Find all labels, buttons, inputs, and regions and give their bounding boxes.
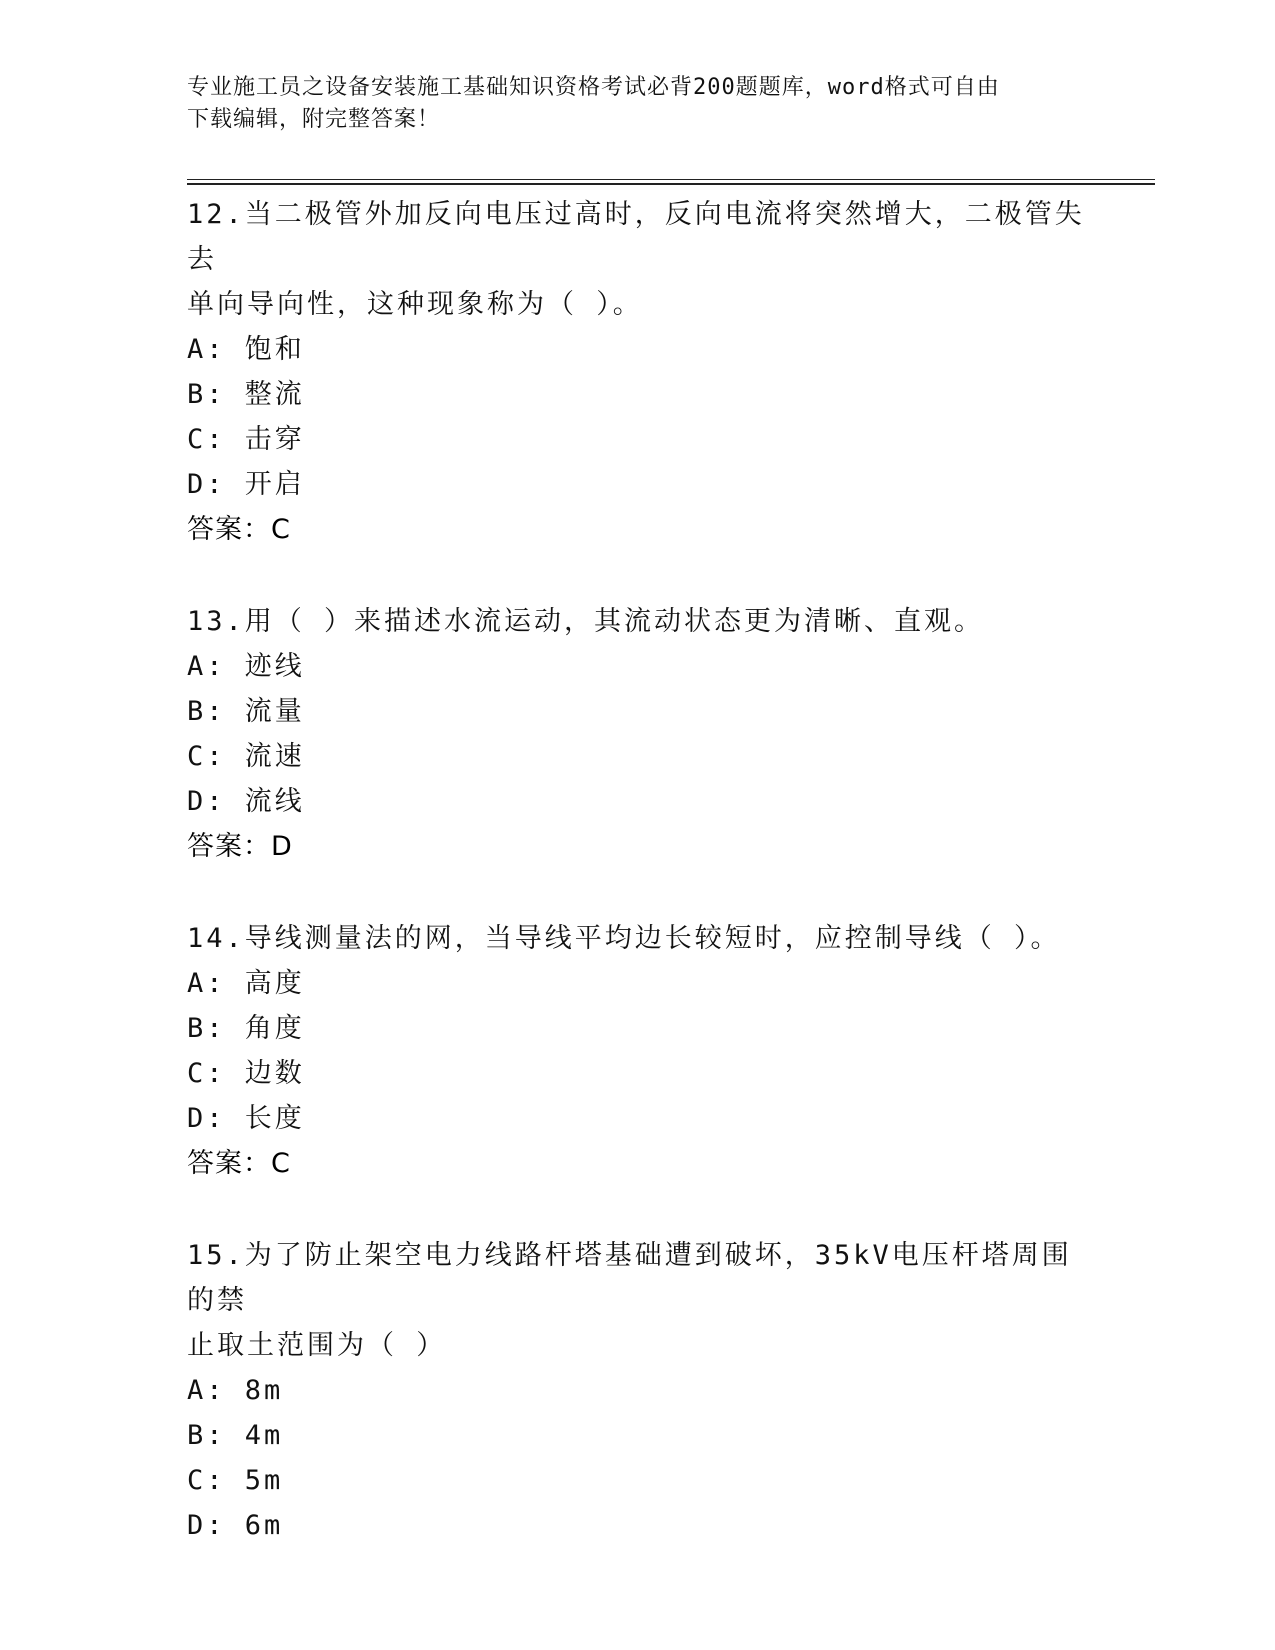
option-a: A: 高度 [187,968,305,999]
question-stem-line: 单向导向性，这种现象称为（ ）。 [187,289,643,320]
header-divider-thick [187,183,1155,185]
question-13 [187,599,1087,869]
option-a: A: 迹线 [187,651,305,682]
option-b: B: 整流 [187,379,305,410]
answer-line: 答案：D [187,831,293,862]
option-d: D: 6m [187,1510,284,1541]
question-list [187,192,1087,1548]
question-stem-line: 13.用（ ）来描述水流运动，其流动状态更为清晰、直观。 [187,606,985,637]
question-stem-line: 12.当二极管外加反向电压过高时，反向电流将突然增大，二极管失去 [187,199,1085,275]
option-b: B: 4m [187,1420,284,1451]
question-stem-line: 15.为了防止架空电力线路杆塔基础遭到破坏，35kV电压杆塔周围的禁 [187,1240,1072,1316]
option-d: D: 开启 [187,469,305,500]
question-12 [187,192,1087,552]
document-header [187,72,1067,136]
answer-line: 答案：C [187,514,291,545]
option-a: A: 饱和 [187,334,305,365]
option-c: C: 5m [187,1465,284,1496]
header-divider-thin [187,179,1155,180]
option-d: D: 长度 [187,1103,305,1134]
question-15 [187,1233,1087,1548]
option-d: D: 流线 [187,786,305,817]
question-stem-line: 止取土范围为（ ） [187,1330,447,1361]
option-b: B: 角度 [187,1013,305,1044]
answer-line: 答案：C [187,1148,291,1179]
option-c: C: 流速 [187,741,305,772]
header-line-1: 专业施工员之设备安装施工基础知识资格考试必背200题题库，word格式可自由 [187,75,1000,100]
question-stem-line: 14.导线测量法的网，当导线平均边长较短时，应控制导线（ ）。 [187,923,1061,954]
option-c: C: 边数 [187,1058,305,1089]
question-14 [187,916,1087,1186]
header-line-2: 下载编辑，附完整答案！ [187,107,441,132]
option-b: B: 流量 [187,696,305,727]
option-c: C: 击穿 [187,424,305,455]
option-a: A: 8m [187,1375,284,1406]
